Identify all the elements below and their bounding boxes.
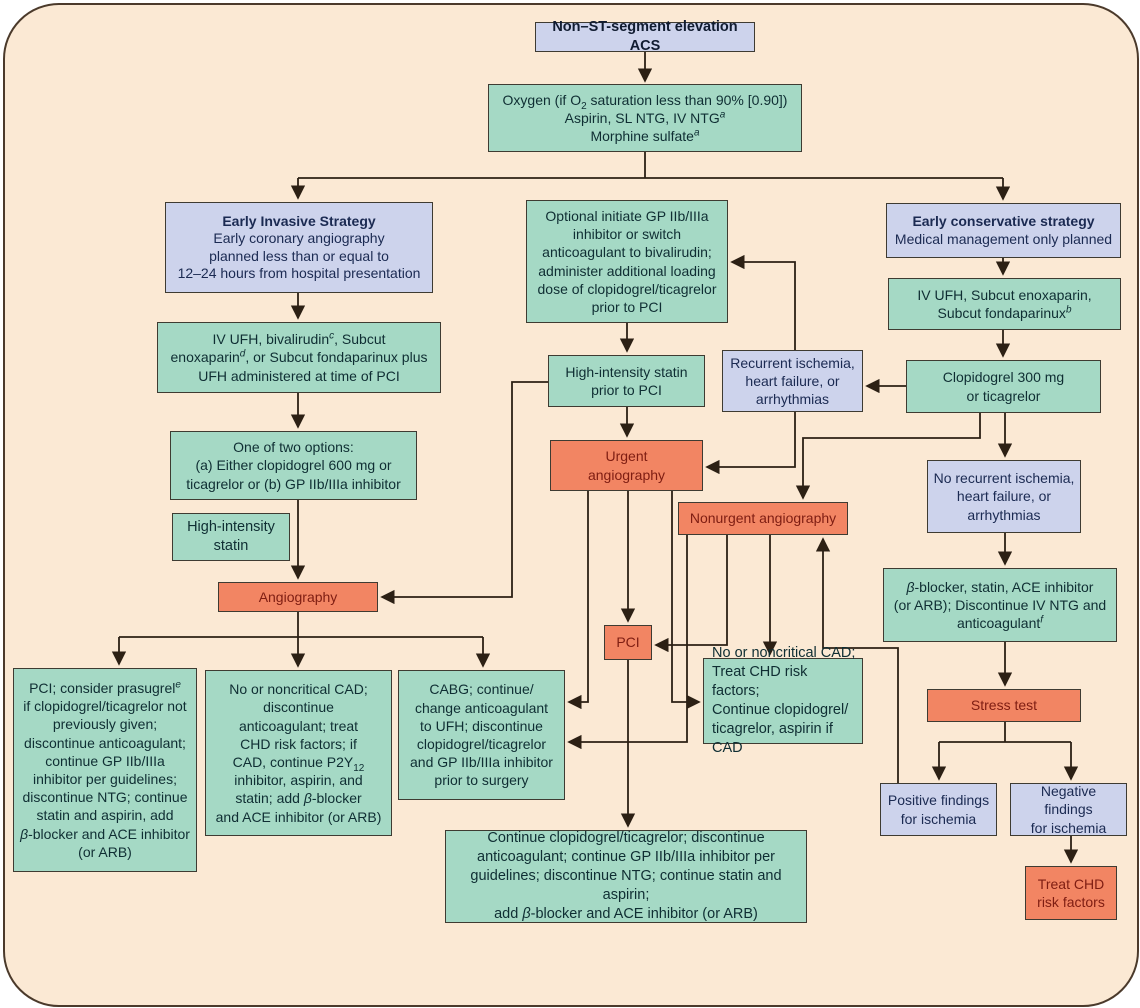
node-positive-findings — [880, 783, 997, 836]
node-label: Nonurgent angiography — [689, 510, 837, 527]
node-nonurgent-angiography — [678, 502, 848, 535]
node-negative-findings — [1010, 783, 1127, 836]
node-one-of-two-options — [170, 431, 417, 500]
node-label: Recurrent ischemia, heart failure, or arrhythmias — [730, 354, 855, 408]
node-optional-gp-iib-iiia — [526, 200, 728, 323]
node-heading: Early conservative strategy — [912, 213, 1095, 229]
node-label: No or noncritical CAD; Treat CHD risk factors; Continue clopidogrel/ ticagrelor, aspirin if CAD — [712, 645, 856, 756]
node-label: Oxygen (if $O_2$ saturation less than 90% [0.90]) Aspirin, SL NTG, IV NTG$^a$ Morphine sulfate$^a$ — [502, 91, 788, 145]
node-high-intensity-statin — [172, 513, 290, 561]
node-label: Urgent angiography — [587, 448, 666, 483]
node-label: No or noncritical CAD; discontinue anticoagulant; treat CHD risk factors; if CAD, continue $P2Y_{12}$ inhibitor, aspirin, and statin; add β-blocker and ACE inhibitor (or ARB) — [215, 681, 382, 825]
node-non-st-elevation-acs — [535, 19, 755, 54]
node-body: Early coronary angiography planned less than or equal to 12–24 hours from hospital presentation — [177, 230, 421, 281]
node-label: IV UFH, Subcut enoxaparin, Subcut fondaparinux$^b$ — [917, 286, 1092, 321]
node-beta-blocker-statin-ace — [883, 568, 1117, 642]
node-label: Stress test — [970, 697, 1038, 714]
node-label: PCI; consider prasugrel$^e$ if clopidogrel/ticagrelor not previously given; discontinue anticoagulant; continue GP IIb/IIIa inhibitor per guidelines; discontinue NTG; continue statin and aspirin, add β-blocker and ACE inhibitor (or ARB) — [20, 679, 190, 860]
node-angiography — [218, 582, 378, 612]
node-label: β-blocker, statin, ACE inhibitor (or ARB); Discontinue IV NTG and anticoagulant$^f$ — [893, 578, 1107, 632]
node-pci — [604, 625, 652, 660]
node-cabg — [398, 670, 565, 800]
node-label: PCI — [616, 634, 640, 651]
node-label: Negative findings for ischemia — [1030, 783, 1107, 836]
node-label: Clopidogrel 300 mg or ticagrelor — [942, 369, 1065, 404]
node-label: High-intensity statin — [187, 519, 275, 554]
node-label: Non–ST-segment elevation ACS — [552, 19, 738, 54]
node-label: Positive findings for ischemia — [887, 792, 990, 827]
node-label: One of two options: (a) Either clopidogrel 600 mg or ticagrelor or (b) GP IIb/IIIa inhibitor — [186, 439, 401, 492]
node-label: Treat CHD risk factors — [1037, 875, 1105, 910]
node-label: High-intensity statin prior to PCI — [565, 363, 688, 398]
node-heading: Early Invasive Strategy — [222, 212, 376, 229]
node-high-intensity-statin-prior-pci — [548, 355, 705, 407]
node-pci-consider-prasugrel — [13, 668, 197, 872]
node-stress-test — [927, 689, 1081, 722]
node-label: Angiography — [258, 588, 338, 605]
node-treat-chd-risk-factors — [1025, 866, 1117, 920]
node-label: CABG; continue/ change anticoagulant to UFH; discontinue clopidogrel/ticagrelor and GP IIb/IIIa inhibitor prior to surgery — [410, 681, 553, 789]
node-iv-ufh-bivalirudin — [157, 322, 441, 393]
node-iv-ufh-enoxaparin — [888, 278, 1121, 330]
node-no-recurrent-ischemia — [927, 460, 1081, 533]
node-early-invasive-strategy — [165, 202, 433, 293]
node-clopidogrel-300 — [906, 360, 1101, 413]
node-oxygen-aspirin-ntg — [488, 84, 802, 152]
node-label: IV UFH, bivalirudin$^c$, Subcut enoxaparin$^d$, or Subcut fondaparinux plus UFH administered at time of PCI — [170, 330, 428, 384]
node-body: Medical management only planned — [894, 230, 1113, 247]
node-urgent-angiography — [550, 440, 703, 491]
node-recurrent-ischemia — [722, 350, 863, 412]
node-early-conservative-strategy — [886, 203, 1121, 258]
node-label: Continue clopidogrel/ticagrelor; discontinue anticoagulant; continue GP IIb/IIIa inhibitor per guidelines; discontinue NTG; continue statin and aspirin; add β-blocker and ACE inhibitor (or ARB) — [470, 830, 782, 922]
node-no-cad-discontinue — [205, 670, 392, 836]
node-label: No recurrent ischemia, heart failure, or arrhythmias — [933, 470, 1075, 523]
node-continue-clopidogrel — [445, 830, 807, 923]
node-label: Optional initiate GP IIb/IIIa inhibitor or switch anticoagulant to bivalirudin; administer additional loading dose of clopidogrel/ticagrelor prior to PCI — [537, 207, 717, 315]
node-no-cad-treat — [703, 645, 863, 756]
